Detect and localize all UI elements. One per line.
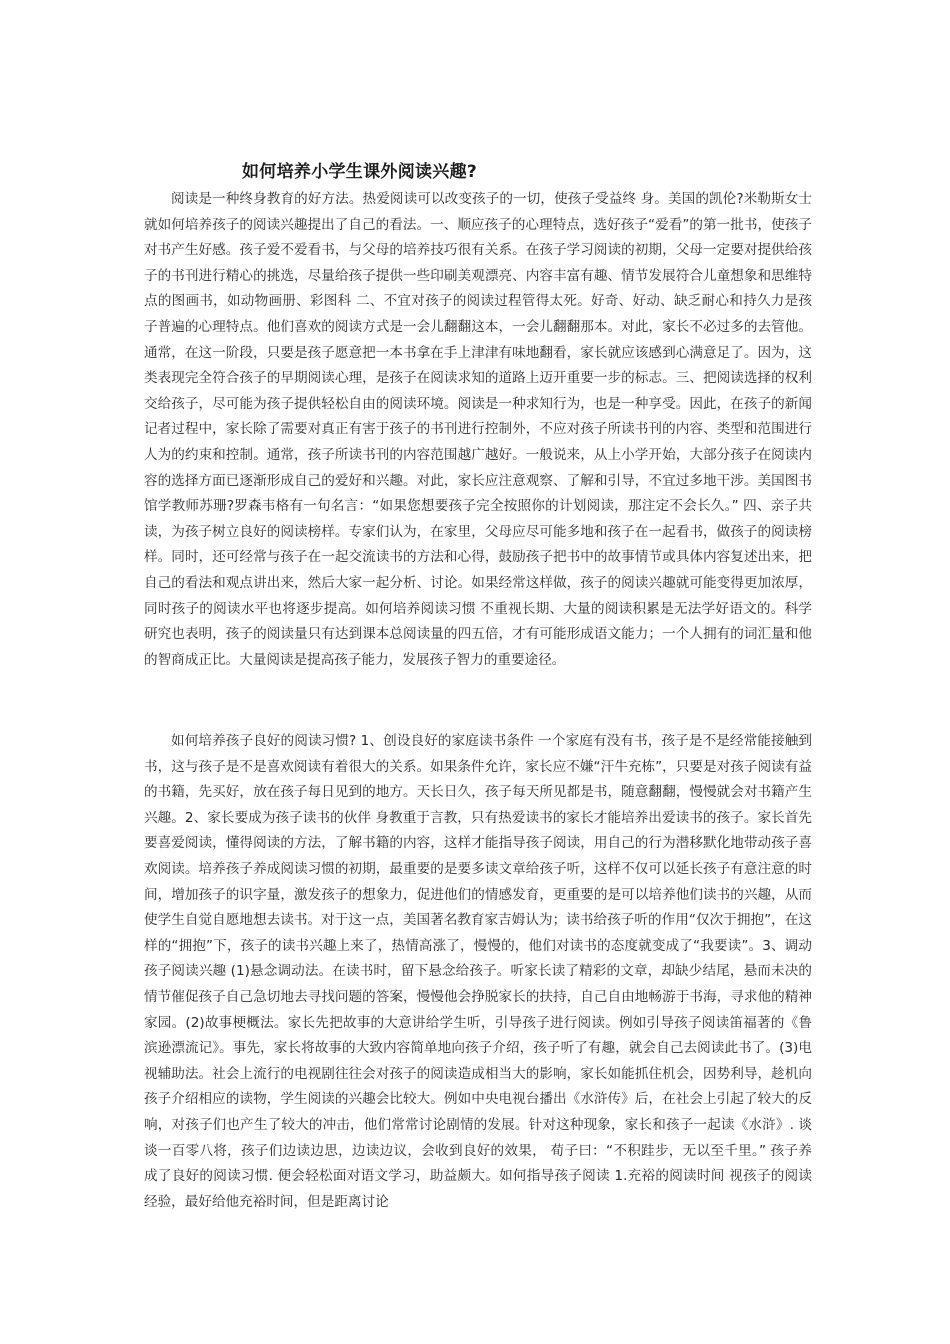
document-title: 如何培养小学生课外阅读兴趣? [242, 162, 478, 182]
body-paragraph-1: 阅读是一种终身教育的好方法。热爱阅读可以改变孩子的一切，使孩子受益终 身。美国的凯伦?米勒斯女士就如何培养孩子的阅读兴趣提出了自己的看法。一、顺应孩子的心理特点，选好孩子“爱看”的第一批书，使孩子对书产生好感。孩子爱不爱看书，与父母的培养技巧很有关系。在孩子学习阅读的初期，父母一定要对提供给孩子的书刊进行精心的挑选，尽量给孩子提供一些印刷美观漂亮、内容丰富有趣、情节发展符合儿童想象和思维特点的图画书，如动物画册、彩图科 二、不宜对孩子的阅读过程管得太死。好奇、好动、缺乏耐心和持久力是孩子普遍的心理特点。他们喜欢的阅读方式是一会儿翻翻这本，一会儿翻翻那本。对此，家长不必过多的去管他。通常，在这一阶段，只要是孩子愿意把一本书拿在手上津津有味地翻看，家长就应该感到心满意足了。因为，这类表现完全符合孩子的早期阅读心理，是孩子在阅读求知的道路上迈开重要一步的标志。三、把阅读选择的权利交给孩子，尽可能为孩子提供轻松自由的阅读环境。阅读是一种求知行为，也是一种享受。因此，在孩子的新闻记者过程中，家长除了需要对真正有害于孩子的书刊进行控制外，不应对孩子所读书刊的内容、类型和范围进行人为的约束和控制。通常，孩子所读书刊的内容范围越广越好。一般说来，从上小学开始，大部分孩子在阅读内容的选择方面已逐渐形成自己的爱好和兴趣。对此，家长应注意观察、了解和引导，不宜过多地干涉。美国图书馆学教师苏珊?罗森韦格有一句名言：“如果您想要孩子完全按照你的计划阅读，那注定不会长久。” 四、亲子共读，为孩子树立良好的阅读榜样。专家们认为，在家里，父母应尽可能多地和孩子在一起看书，做孩子的阅读榜样。同时，还可经常与孩子在一起交流读书的方法和心得，鼓励孩子把书中的故事情节或具体内容复述出来，把自己的看法和观点讲出来，然后大家一起分析、讨论。如果经常这样做，孩子的阅读兴趣就可能变得更加浓厚，同时孩子的阅读水平也将逐步提高。如何培养阅读习惯 不重视长期、大量的阅读积累是无法学好语文的。科学研究也表明，孩子的阅读量只有达到课本总阅读量的四五倍，才有可能形成语文能力；一个人拥有的词汇量和他的智商成正比。大量阅读是提高孩子能力，发展孩子智力的重要途径。 [144, 191, 812, 668]
body-paragraph-2: 如何培养孩子良好的阅读习惯? 1、创设良好的家庭读书条件 一个家庭有没有书，孩子是不是经常能接触到书，这与孩子是不是喜欢阅读有着很大的关系。如果条件允许，家长应不嫌“汗牛充栋”，只要是对孩子阅读有益的书籍，先买好，放在孩子每日见到的地方。天长日久，孩子每天所见都是书，随意翻翻，慢慢就会对书籍产生兴趣。2、家长要成为孩子读书的伙伴 身教重于言教，只有热爱读书的家长才能培养出爱读书的孩子。家长首先要喜爱阅读，懂得阅读的方法，了解书籍的内容，这样才能指导孩子阅读，用自己的行为潜移默化地带动孩子喜欢阅读。培养孩子养成阅读习惯的初期，最重要的是要多读文章给孩子听，这样不仅可以延长孩子有意注意的时间，增加孩子的识字量，激发孩子的想象力，促进他们的情感发育，更重要的是可以培养他们读书的兴趣，从而使学生自觉自愿地想去读书。对于这一点，美国著名教育家吉姆认为；读书给孩子听的作用“仅次于拥抱”，在这样的“拥抱”下，孩子的读书兴趣上来了，热情高涨了，慢慢的，他们对读书的态度就变成了“我要读”。3、调动孩子阅读兴趣 (1)悬念调动法。在读书时，留下悬念给孩子。听家长读了精彩的文章，却缺少结尾，悬而未决的情节催促孩子自己急切地去寻找问题的答案，慢慢他会挣脱家长的扶持，自己自由地畅游于书海，寻求他的精神家园。(2)故事梗概法。家长先把故事的大意讲给学生听，引导孩子进行阅读。例如引导孩子阅读笛福著的《鲁滨逊漂流记》。事先，家长将故事的大致内容简单地向孩子介绍，孩子听了有趣，就会自己去阅读此书了。(3)电视辅助法。社会上流行的电视剧往往会对孩子的阅读造成相当大的影响，家长如能抓住机会，因势利导，趁机向孩子介绍相应的读物，学生阅读的兴趣会比较大。例如中央电视台播出《水浒传》后，在社会上引起了较大的反响，对孩子们也产生了较大的冲击，他们常常讨论剧情的发展。针对这种现象，家长和孩子一起读《水浒》. 谈谈一百零八将，孩子们边读边思，边读边议，会收到良好的效果， 荀子曰：“不积跬步，无以至千里。” 孩子养成了良好的阅读习惯. 便会轻松面对语文学习，助益颇大。如何指导孩子阅读 1.充裕的阅读时间 视孩子的阅读经验，最好给他充裕时间，但是距离讨论 [144, 733, 812, 1210]
